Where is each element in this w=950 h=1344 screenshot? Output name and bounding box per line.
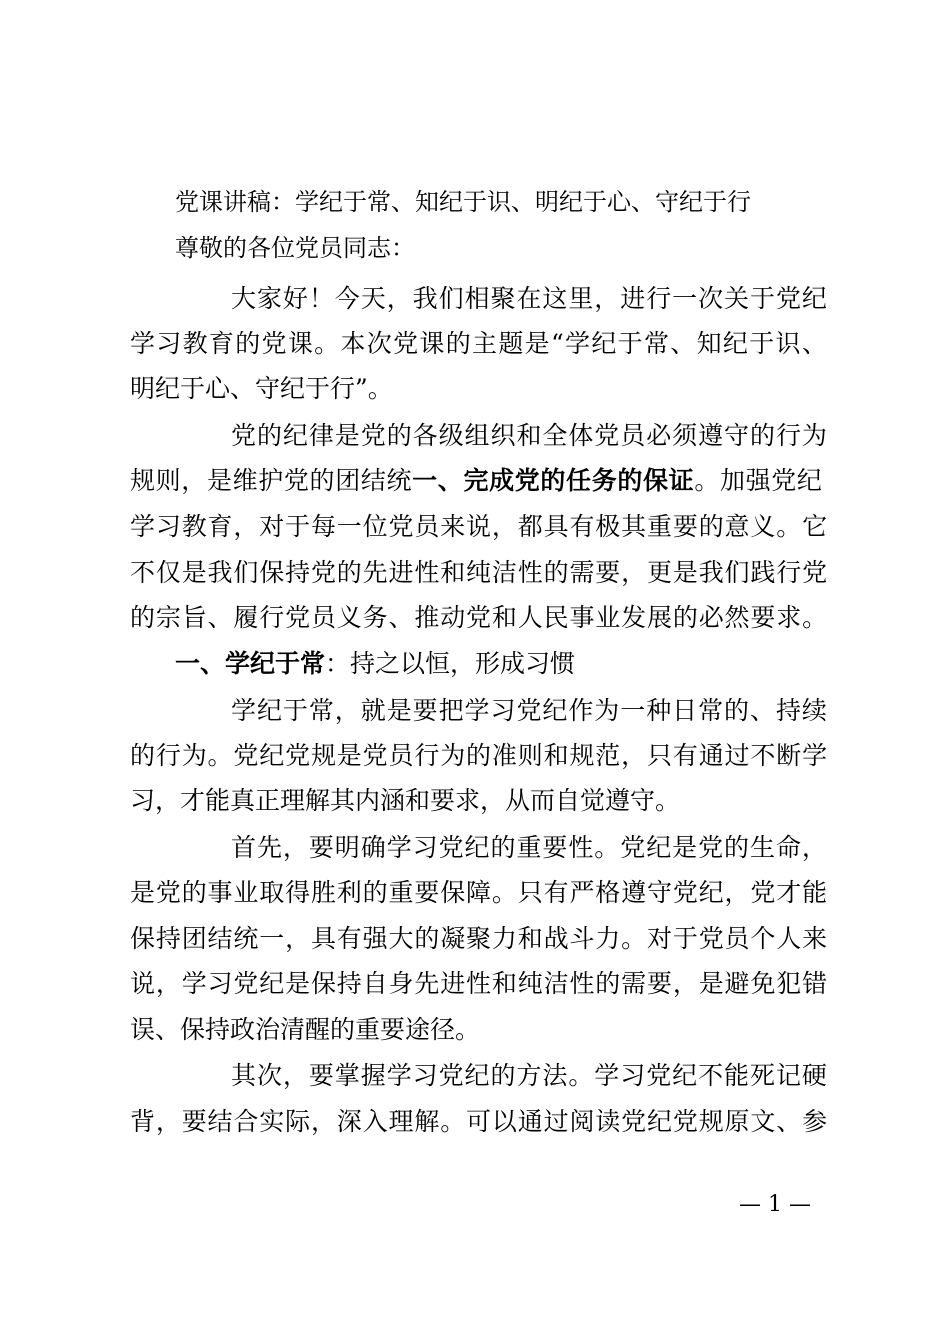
bold-text-segment: 一、完成党的任务的保证: [412, 466, 695, 495]
section-heading-rest: ：持之以恒，形成习惯: [325, 649, 576, 678]
page-number: — 1 —: [739, 1192, 811, 1217]
section-heading-bold: 一、学纪于常: [175, 649, 326, 678]
paragraph-line: 背，要结合实际，深入理解。可以通过阅读党纪党规原文、参: [130, 1107, 828, 1136]
paragraph-line: 明纪于心、守纪于行”。: [130, 374, 393, 403]
paragraph-line: 学纪于常，就是要把学习党纪作为一种日常的、持续: [231, 696, 828, 725]
paragraph-line: 党的纪律是党的各级组织和全体党员必须遵守的行为: [231, 421, 828, 450]
paragraph-line: 其次，要掌握学习党纪的方法。学习党纪不能死记硬: [231, 1061, 828, 1090]
paragraph-line: 保持团结统一，具有强大的凝聚力和战斗力。对于党员个人来: [130, 924, 828, 953]
document-title: 党课讲稿：学纪于常、知纪于识、明纪于心、守纪于行: [175, 188, 751, 216]
paragraph-line: 首先，要明确学习党纪的重要性。党纪是党的生命，: [231, 833, 828, 862]
salutation: 尊敬的各位党员同志：: [175, 234, 415, 262]
text-segment: 规则，是维护党的团结统: [130, 466, 413, 495]
paragraph-line: [130, 465, 823, 497]
text-segment: 。加强党纪: [694, 466, 823, 495]
paragraph-line: 误、保持政治清醒的重要途径。: [130, 1015, 481, 1044]
paragraph-line: 不仅是我们保持党的先进性和纯洁性的需要，更是我们践行党: [130, 558, 828, 587]
paragraph-line: 习，才能真正理解其内涵和要求，从而自觉遵守。: [130, 786, 681, 815]
paragraph-line: 的宗旨、履行党员义务、推动党和人民事业发展的必然要求。: [130, 603, 828, 632]
paragraph-line: 学习教育的党课。本次党课的主题是“学纪于常、知纪于识、: [130, 329, 829, 358]
paragraph-line: 的行为。党纪党规是党员行为的准则和规范，只有通过不断学: [130, 741, 828, 770]
paragraph-line: 说，学习党纪是保持自身先进性和纯洁性的需要，是避免犯错: [130, 969, 828, 998]
paragraph-line: 大家好！今天，我们相聚在这里，进行一次关于党纪: [231, 284, 828, 313]
paragraph-line: 学习教育，对于每一位党员来说，都具有极其重要的意义。它: [130, 512, 828, 541]
paragraph-line: 是党的事业取得胜利的重要保障。只有严格遵守党纪，党才能: [130, 878, 828, 907]
section-heading: [175, 648, 575, 680]
